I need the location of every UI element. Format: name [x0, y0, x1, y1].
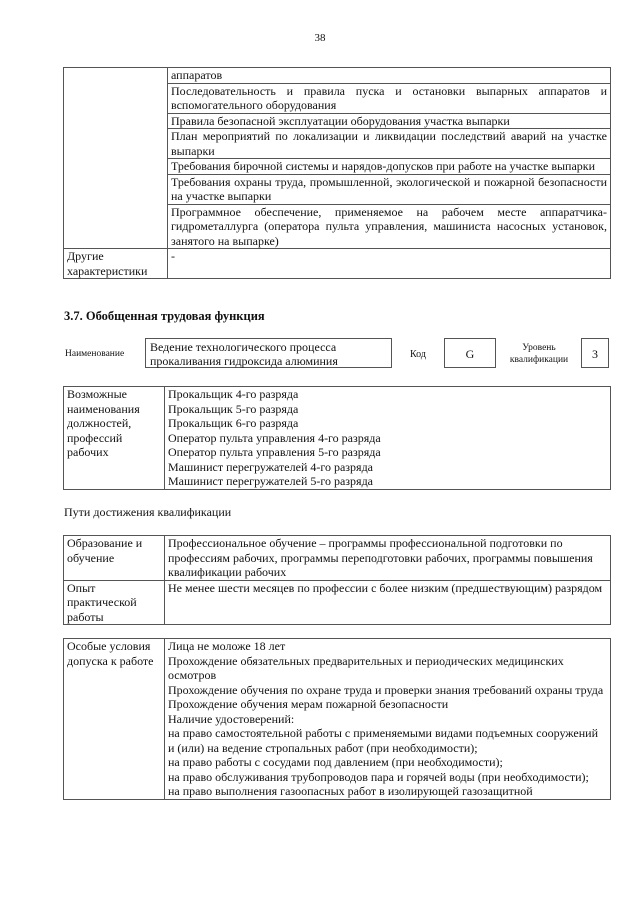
list-item: Прохождение обучения мерам пожарной безопасности: [168, 697, 449, 711]
table-row: Требования охраны труда, промышленной, экологической и пожарной безопасности на участке выпарки: [168, 174, 611, 204]
page-number: 38: [314, 32, 326, 44]
level-value: 3: [581, 338, 609, 368]
name-label: Наименование: [65, 349, 125, 359]
education-value: Профессиональное обучение – программы профессиональной подготовки по профессиям рабочих, программы переподготовки рабочих, программы повышения квалификации рабочих: [165, 536, 611, 581]
requirements-table-continued: [63, 67, 611, 279]
special-conditions-list: [165, 639, 611, 800]
table-row: Последовательность и правила пуска и остановки выпарных аппаратов и вспомогательного оборудования: [168, 83, 611, 113]
table-row: Программное обеспечение, применяемое на рабочем месте аппаратчика-гидрометаллурга (оператора пульта управления, машиниста насосных установок, занятого на выпарке): [168, 204, 611, 249]
table-left-cell-empty: [64, 68, 168, 249]
list-item: на право самостоятельной работы с применяемыми видами подъемных сооружений и (или) на ведение стропальных работ (при необходимости);: [168, 726, 599, 755]
list-item: Лица не моложе 18 лет: [168, 639, 286, 653]
table-row: План мероприятий по локализации и ликвидации последствий аварий на участке выпарки: [168, 129, 611, 159]
list-item: на право обслуживания трубопроводов пара и горячей воды (при необходимости);: [168, 769, 589, 784]
level-label: Уровень квалификации: [509, 343, 569, 365]
table-row: Требования бирочной системы и нарядов-допусков при работе на участке выпарки: [168, 159, 611, 175]
education-label: Образование и обучение: [64, 536, 165, 581]
experience-value: Не менее шести месяцев по профессии с более низким (предшествующим) разрядом: [165, 580, 611, 625]
positions-table: [63, 386, 611, 490]
special-conditions-label: Особые условия допуска к работе: [64, 639, 165, 800]
list-item: Оператор пульта управления 5-го разряда: [168, 445, 381, 459]
education-table: [63, 535, 611, 625]
list-item: на право выполнения газоопасных работ в изолирующей газозащитной: [168, 784, 533, 798]
list-item: Оператор пульта управления 4-го разряда: [168, 430, 381, 445]
function-name-box: Ведение технологического процесса прокаливания гидроксида алюминия: [145, 338, 392, 368]
experience-label: Опыт практической работы: [64, 580, 165, 625]
positions-list: [165, 387, 611, 490]
positions-label: Возможные наименования должностей, профессий рабочих: [64, 387, 165, 490]
list-item: на право работы с сосудами под давлением (при необходимости);: [168, 755, 503, 769]
list-item: Прохождение обучения по охране труда и проверки знания требований охраны труда: [168, 682, 604, 697]
list-item: Прокальщик 4-го разряда: [168, 387, 299, 401]
other-characteristics-label: Другие характеристики: [64, 249, 168, 279]
list-item: Прохождение обязательных предварительных и периодических медицинских осмотров: [168, 653, 564, 682]
list-item: Машинист перегружателей 5-го разряда: [168, 474, 374, 488]
special-conditions-table: [63, 638, 611, 800]
other-characteristics-value: -: [168, 249, 611, 279]
table-row: Правила безопасной эксплуатации оборудования участка выпарки: [168, 113, 611, 129]
code-label: Код: [410, 349, 426, 360]
qualification-paths-title: Пути достижения квалификации: [64, 505, 232, 519]
code-value: G: [444, 338, 496, 368]
list-item: Прокальщик 6-го разряда: [168, 416, 299, 430]
list-item: Наличие удостоверений:: [168, 711, 295, 726]
list-item: Машинист перегружателей 4-го разряда: [168, 459, 374, 474]
section-title: 3.7. Обобщенная трудовая функция: [64, 309, 265, 323]
table-row: аппаратов: [168, 68, 611, 84]
list-item: Прокальщик 5-го разряда: [168, 401, 299, 416]
